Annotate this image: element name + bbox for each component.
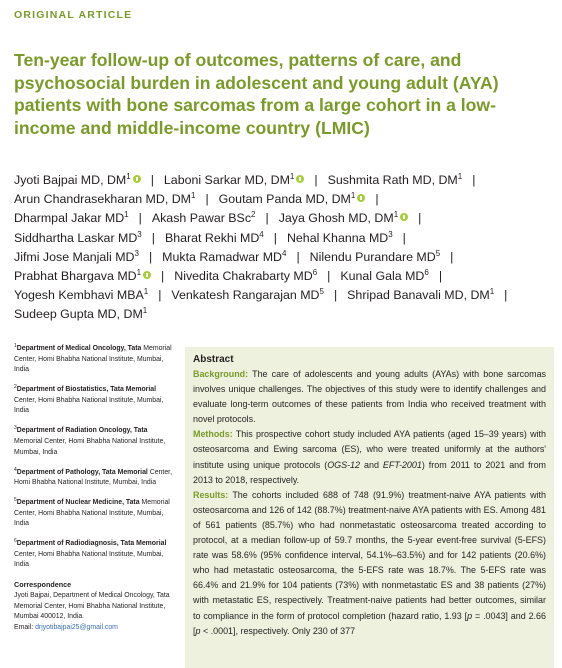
author-separator: | <box>333 288 338 303</box>
p-symbol: p <box>467 610 473 621</box>
author-name-text: Kunal Gala MD <box>340 269 425 284</box>
orcid-icon[interactable] <box>133 175 141 183</box>
author-affiliation-number: 5 <box>319 287 324 297</box>
author-affiliation-number: 3 <box>388 229 393 239</box>
author-name <box>152 211 256 225</box>
author-separator: | <box>265 211 269 226</box>
author-affiliation-number: 1 <box>142 306 148 316</box>
author-affiliation-number: 1 <box>393 210 399 220</box>
affiliation-institution: Memorial Center, Homi Bhabha National Institute, Mumbai, India <box>14 437 166 456</box>
author-name-text: Siddhartha Laskar MD <box>14 230 138 245</box>
author-line <box>14 190 554 209</box>
affiliation-department: Department of Radiodiagnosis, Tata Memorial <box>16 540 167 548</box>
author-separator: | <box>150 173 154 187</box>
author-affiliation-number: 1 <box>124 210 129 220</box>
author-separator: | <box>402 230 406 245</box>
author-affiliation-number: 3 <box>134 248 139 258</box>
protocol-ogs12: OGS-12 <box>327 459 361 470</box>
author-name <box>340 269 428 283</box>
author-affiliation-number: 2 <box>251 210 256 220</box>
correspondence-email-line <box>14 623 176 634</box>
author-name-text: Sushmita Rath MD, DM <box>327 173 458 187</box>
author-separator: | <box>158 288 162 303</box>
author-affiliation-number: 1 <box>190 191 196 201</box>
author-separator: | <box>314 173 318 187</box>
methods-label: Methods: <box>193 429 233 440</box>
methods-text-b: ) from 2011 to 2021 and from 2013 to 2018, respectively. <box>193 459 546 485</box>
abstract-results <box>193 488 546 639</box>
author-name <box>162 250 286 264</box>
author-name-text: Dharmpal Jakar MD <box>14 211 125 226</box>
author-name <box>14 231 142 245</box>
author-separator: | <box>138 211 142 226</box>
methods-and: and <box>360 459 383 470</box>
article-type-label: ORIGINAL ARTICLE <box>14 9 133 21</box>
orcid-icon[interactable] <box>143 271 151 279</box>
author-line <box>14 171 554 190</box>
author-name <box>347 288 494 302</box>
results-text-c: < .0001], respectively. Only 230 of 377 <box>200 625 356 636</box>
results-text-b: = .0043] and 2.66 [ <box>193 610 546 636</box>
affiliation-item <box>14 426 176 458</box>
author-separator: | <box>205 192 209 207</box>
author-affiliation-number: 1 <box>136 268 142 278</box>
author-separator: | <box>504 288 508 303</box>
affiliation-item <box>14 385 176 417</box>
author-separator: | <box>151 230 155 245</box>
author-separator: | <box>273 230 277 245</box>
author-list <box>14 171 554 325</box>
orcid-icon[interactable] <box>357 194 365 202</box>
author-name <box>14 211 129 225</box>
author-name-text: Mukta Ramadwar MD <box>162 249 282 264</box>
author-separator: | <box>438 269 443 284</box>
abstract-heading: Abstract <box>193 354 234 365</box>
affiliation-department: Department of Biostatistics, Tata Memorial <box>16 386 157 394</box>
affiliation-institution: Center, Homi Bhabha National Institute, Mumbai, India <box>14 468 172 487</box>
author-name-text: Nilendu Purandare MD <box>309 249 436 264</box>
author-affiliation-number: 1 <box>289 172 295 181</box>
correspondence-text: Jyoti Bajpai, Department of Medical Oncology, Tata Memorial Center, Homi Bhabha National Institute, Mumbai 400012, India. <box>14 592 170 621</box>
article-title: Ten-year follow-up of outcomes, patterns of care, and psychosocial burden in adolescent and young adult (AYA) patients with bone sarcomas from a large cohort in a low-income and middle-income country (LMIC) <box>14 50 499 138</box>
affiliation-department: Department of Radiation Oncology, Tata <box>16 427 148 435</box>
affiliation-number: 3 <box>14 425 17 432</box>
affiliation-institution: Center, Homi Bhabha National Institute, Mumbai, India <box>14 396 164 415</box>
background-text: The care of adolescents and young adults (AYAs) with bone sarcomas involves unique challenges. The objectives of this study were to identify challenges and evaluate long-term outcomes of these patients from India who received treatment with novel protocols. <box>193 369 547 425</box>
affiliation-item <box>14 498 176 530</box>
author-affiliation-number: 6 <box>424 268 429 278</box>
results-label: Results: <box>193 489 229 500</box>
affiliation-number: 5 <box>14 497 17 504</box>
author-name <box>279 211 408 225</box>
abstract-background <box>193 367 546 427</box>
affiliation-number: 4 <box>14 466 17 473</box>
author-name-text: Akash Pawar BSc <box>151 211 252 226</box>
author-line <box>14 286 554 305</box>
author-name-text: Goutam Panda MD, DM <box>218 192 351 207</box>
author-name <box>14 173 141 187</box>
author-name-text: Nehal Khanna MD <box>286 230 389 245</box>
orcid-icon[interactable] <box>296 175 304 183</box>
author-name <box>328 173 463 187</box>
affiliation-department: Department of Pathology, Tata Memorial <box>16 468 148 476</box>
author-name <box>171 288 324 302</box>
author-affiliation-number: 1 <box>126 172 131 181</box>
author-name <box>287 231 393 245</box>
author-name-text: Yogesh Kembhavi MBA <box>14 288 144 303</box>
author-separator: | <box>148 249 153 264</box>
author-name <box>14 269 151 283</box>
protocol-eft2001: EFT-2001 <box>382 459 422 470</box>
abstract-methods <box>193 427 546 487</box>
affiliation-department: Department of Medical Oncology, Tata <box>16 345 142 352</box>
author-affiliation-number: 6 <box>312 268 318 278</box>
author-affiliation-number: 4 <box>259 229 264 239</box>
author-name-text: Jifmi Jose Manjali MD <box>14 249 135 264</box>
author-name-text: Laboni Sarkar MD, DM <box>163 173 290 187</box>
author-name-text: Nivedita Chakrabarty MD <box>174 269 313 284</box>
affiliation-item <box>14 468 176 489</box>
author-line <box>14 229 554 248</box>
author-name <box>14 192 195 206</box>
email-link[interactable]: drjyotibajpai25@gmail.com <box>35 623 118 631</box>
author-name-text: Arun Chandrasekharan MD, DM <box>14 192 191 207</box>
author-name-text: Sudeep Gupta MD, DM <box>14 307 143 322</box>
author-affiliation-number: 4 <box>281 248 287 258</box>
author-line <box>14 248 554 267</box>
author-affiliation-number: 3 <box>137 229 142 239</box>
email-label: Email: <box>14 623 34 631</box>
author-name <box>14 288 148 302</box>
affiliations <box>14 344 176 633</box>
correspondence-heading: Correspondence <box>14 580 72 590</box>
author-name-text: Jyoti Bajpai MD, DM <box>14 173 127 187</box>
author-name <box>219 192 366 206</box>
author-name-text: Jaya Ghosh MD, DM <box>278 211 394 226</box>
author-name-text: Bharat Rekhi MD <box>164 230 260 245</box>
author-affiliation-number: 5 <box>435 248 441 258</box>
author-separator: | <box>450 249 454 264</box>
author-affiliation-number: 1 <box>350 191 356 201</box>
author-name <box>14 250 139 264</box>
author-name <box>310 250 441 264</box>
author-affiliation-number: 1 <box>143 287 149 297</box>
author-affiliation-number: 1 <box>457 172 463 181</box>
background-label: Background: <box>193 369 249 379</box>
affiliation-number: 1 <box>14 343 17 349</box>
author-separator: | <box>327 269 331 284</box>
author-name-text: Shripad Banavali MD, DM <box>347 288 490 303</box>
author-name <box>165 231 264 245</box>
author-line <box>14 305 554 324</box>
affiliation-institution: Memorial Center, Homi Bhabha National Institute, Mumbai, India <box>14 499 170 528</box>
affiliation-number: 6 <box>14 538 17 545</box>
author-separator: | <box>418 211 422 226</box>
author-name <box>164 173 304 187</box>
author-separator: | <box>161 269 165 284</box>
methods-text-a: This prospective cohort study included AYA patients (aged 15–39 years) with osteosarcoma and Ewing sarcoma (ES), who were treated uniformly at the authors' institute using unique protocols ( <box>193 429 546 470</box>
author-separator: | <box>472 173 476 187</box>
author-name <box>14 307 147 321</box>
author-name <box>174 269 317 283</box>
affiliation-item <box>14 344 176 376</box>
orcid-icon[interactable] <box>400 213 408 221</box>
author-affiliation-number: 1 <box>489 287 495 297</box>
affiliation-department: Department of Nuclear Medicine, Tata <box>16 499 140 507</box>
author-line <box>14 209 554 228</box>
author-separator: | <box>375 192 379 207</box>
author-separator: | <box>296 249 300 264</box>
affiliation-institution: Memorial Center, Homi Bhabha National Institute, Mumbai, India <box>14 345 172 374</box>
author-name-text: Prabhat Bhargava MD <box>14 269 137 284</box>
affiliation-item <box>14 539 176 571</box>
abstract-box <box>185 347 554 668</box>
author-line <box>14 267 554 286</box>
affiliation-number: 2 <box>14 384 17 391</box>
affiliation-institution: Center, Homi Bhabha National Institute, Mumbai, India <box>14 550 164 569</box>
p-symbol: p <box>195 625 201 636</box>
results-text-a: The cohorts included 688 of 748 (91.9%) treatment-naive AYA patients with osteosarcoma and 126 of 142 (88.7%) treatment-naive AYA patients with ES. Among 481 of 561 patients (85.7%) who had nonmetastatic osteosarcoma treated according to protocol, at a median follow-up of 59.7 months, the 5-year event-free survival (5-EFS) rate was 58.6% (95% confidence interval, 54.1%–63.5%) and for 142 patients (20.6%) who had metastatic osteosarcoma, the 5-EFS rate was 18.7%. The 5-EFS rate was 66.4% and 21.9% for 104 patients (73%) with nonmetastatic ES and 38 patients (27%) with metastatic ES, respectively. Treatment-naive patients had better outcomes, similar to compliance in the form of protocol completion (hazard ratio, 1.93 [ <box>193 489 546 621</box>
author-name-text: Venkatesh Rangarajan MD <box>171 288 320 303</box>
